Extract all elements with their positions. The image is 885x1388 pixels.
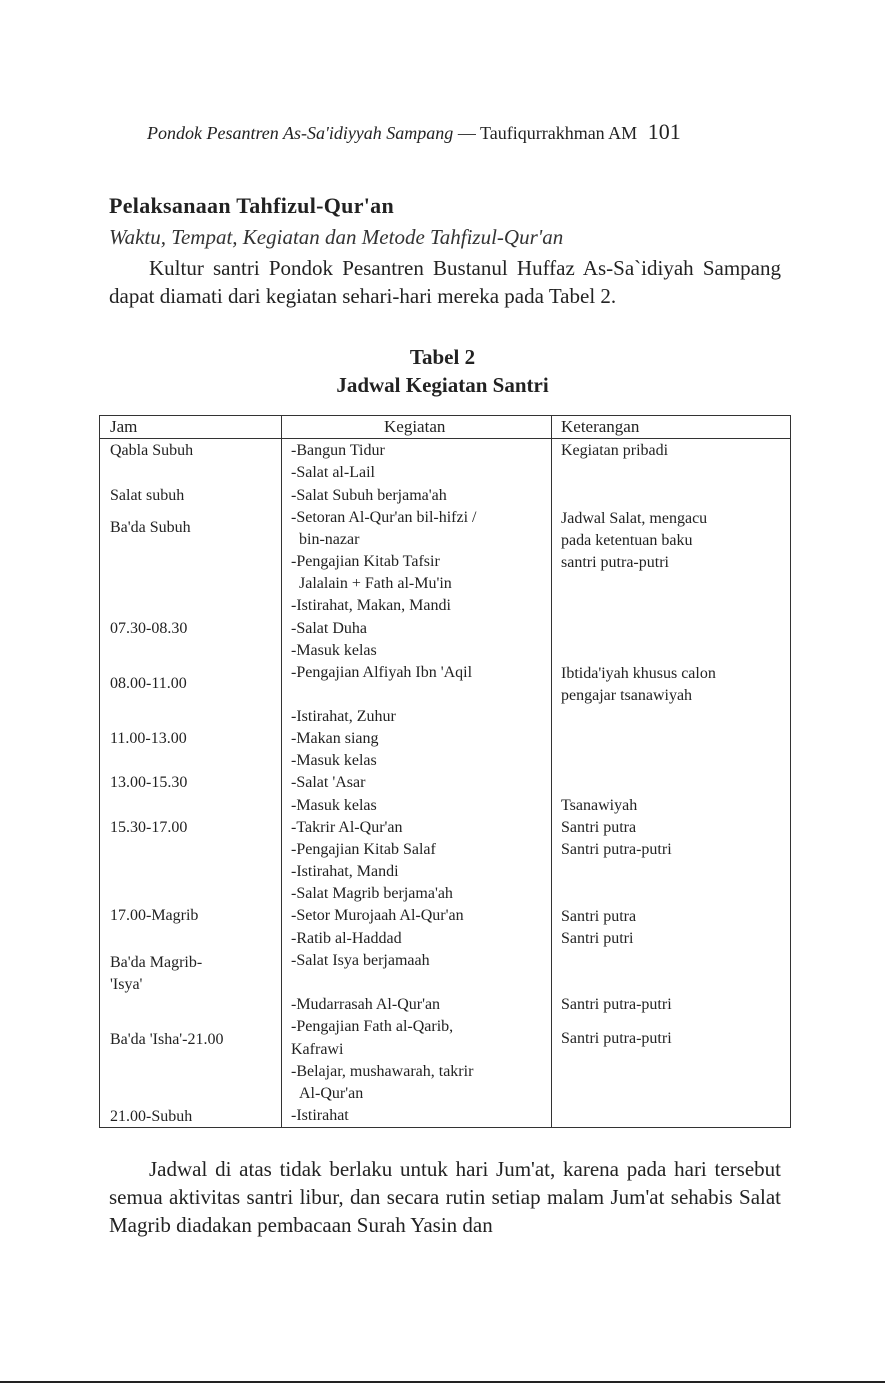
kegiatan-line: bin-nazar [299, 531, 360, 548]
kegiatan-line: -Masuk kelas [291, 752, 377, 769]
kegiatan-line: -Pengajian Alfiyah Ibn 'Aqil [291, 664, 473, 681]
jam-cell: 13.00-15.30 [110, 774, 188, 791]
header-kegiatan: Kegiatan [384, 417, 446, 436]
kegiatan-line: -Ratib al-Haddad [291, 930, 402, 947]
keterangan-line: santri putra-putri [561, 554, 669, 571]
kegiatan-line: -Salat 'Asar [291, 774, 366, 791]
kegiatan-line: -Setor Murojaah Al-Qur'an [291, 907, 464, 924]
subsection-heading: Waktu, Tempat, Kegiatan dan Metode Tahfizul-Qur'an [109, 225, 564, 249]
kegiatan-line: Al-Qur'an [299, 1085, 364, 1102]
header-divider [100, 438, 790, 439]
kegiatan-line: -Istirahat, Makan, Mandi [291, 597, 451, 614]
kegiatan-line: -Bangun Tidur [291, 442, 385, 459]
kegiatan-line: -Takrir Al-Qur'an [291, 819, 403, 836]
section-heading: Pelaksanaan Tahfizul-Qur'an [109, 193, 395, 218]
jam-cell: 17.00-Magrib [110, 907, 199, 924]
keterangan-line: Ibtida'iyah khusus calon [561, 665, 716, 682]
kegiatan-line: -Salat Isya berjamaah [291, 952, 430, 969]
running-header-author: — Taufiqurrakhman AM [457, 123, 638, 143]
page-edge-rule [0, 1381, 885, 1383]
keterangan-line: Santri putra [561, 908, 637, 925]
header-jam: Jam [110, 417, 138, 436]
kegiatan-line: -Pengajian Kitab Tafsir [291, 553, 440, 570]
kegiatan-line: -Setoran Al-Qur'an bil-hifzi / [291, 509, 477, 526]
kegiatan-line: -Istirahat [291, 1107, 349, 1124]
jam-cell: 11.00-13.00 [110, 730, 187, 747]
keterangan-line: Santri putri [561, 930, 634, 947]
keterangan-line: pada ketentuan baku [561, 532, 693, 549]
jam-cell: Qabla Subuh [110, 442, 194, 459]
running-header-title: Pondok Pesantren As-Sa'idiyyah Sampang [147, 123, 454, 143]
keterangan-line: pengajar tsanawiyah [561, 687, 693, 704]
table-caption [0, 343, 885, 399]
kegiatan-line: -Pengajian Fath al-Qarib, [291, 1018, 454, 1035]
table-caption-number: Tabel 2 [409, 345, 476, 369]
column-divider [551, 416, 552, 1127]
kegiatan-line: -Salat Subuh berjama'ah [291, 487, 447, 504]
closing-paragraph: Jadwal di atas tidak berlaku untuk hari Jum'at, karena pada hari tersebut semua aktivitas santri libur, dan secara rutin setiap malam Jum'at sehabis Salat Magrib diadakan pembacaan Surah Yasin dan [109, 1157, 781, 1237]
jam-cell: 15.30-17.00 [110, 819, 188, 836]
running-header [147, 119, 787, 145]
keterangan-line: Santri putra-putri [561, 1030, 672, 1047]
kegiatan-line: -Masuk kelas [291, 797, 377, 814]
jam-cell: 'Isya' [110, 976, 143, 993]
kegiatan-line: -Masuk kelas [291, 642, 377, 659]
kegiatan-line: -Istirahat, Mandi [291, 863, 399, 880]
jam-cell: 21.00-Subuh [110, 1108, 193, 1125]
jam-cell: Salat subuh [110, 487, 185, 504]
keterangan-line: Tsanawiyah [561, 797, 638, 814]
schedule-table [99, 415, 791, 1128]
jam-cell: Ba'da Subuh [110, 519, 191, 536]
kegiatan-line: -Pengajian Kitab Salaf [291, 841, 436, 858]
jam-cell: 08.00-11.00 [110, 675, 187, 692]
kegiatan-line: Jalalain + Fath al-Mu'in [299, 575, 452, 592]
keterangan-line: Kegiatan pribadi [561, 442, 669, 459]
page-number: 101 [647, 119, 681, 144]
keterangan-line: Santri putra-putri [561, 841, 672, 858]
header-keterangan: Keterangan [561, 417, 640, 436]
keterangan-line: Santri putra [561, 819, 637, 836]
jam-cell: Ba'da Magrib- [110, 954, 203, 971]
kegiatan-line: -Salat Duha [291, 620, 367, 637]
kegiatan-line: -Salat al-Lail [291, 464, 375, 481]
jam-cell: 07.30-08.30 [110, 620, 188, 637]
keterangan-line: Jadwal Salat, mengacu [561, 510, 708, 527]
kegiatan-line: -Mudarrasah Al-Qur'an [291, 996, 441, 1013]
kegiatan-line: -Istirahat, Zuhur [291, 708, 396, 725]
kegiatan-line: -Salat Magrib berjama'ah [291, 885, 453, 902]
keterangan-line: Santri putra-putri [561, 996, 672, 1013]
kegiatan-line: -Makan siang [291, 730, 379, 747]
column-divider [281, 416, 282, 1127]
jam-cell: Ba'da 'Isha'-21.00 [110, 1031, 224, 1048]
table-caption-title: Jadwal Kegiatan Santri [336, 373, 549, 397]
intro-paragraph: Kultur santri Pondok Pesantren Bustanul Huffaz As-Sa`idiyah Sampang dapat diamati dari kegiatan sehari-hari mereka pada Tabel 2. [109, 256, 781, 308]
kegiatan-line: Kafrawi [291, 1041, 344, 1058]
kegiatan-line: -Belajar, mushawarah, takrir [291, 1063, 474, 1080]
